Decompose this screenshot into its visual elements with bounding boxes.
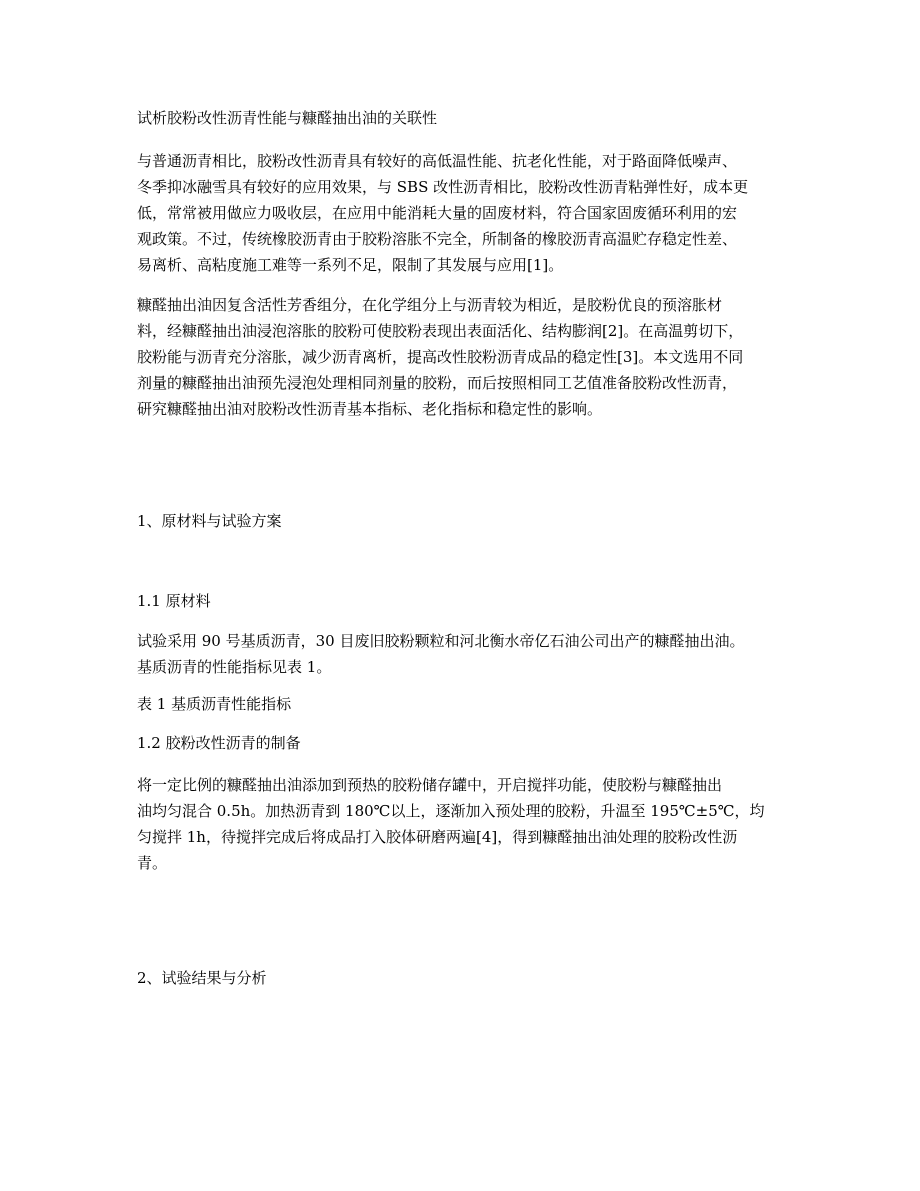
paragraph-line: 研究糠醛抽出油对胶粉改性沥青基本指标、老化指标和稳定性的影响。 xyxy=(137,400,603,418)
paragraph-line: 基质沥青的性能指标见表 1。 xyxy=(137,658,332,676)
raw-materials-paragraph xyxy=(137,628,744,680)
paragraph-line: 将一定比例的糠醛抽出油添加到预热的胶粉储存罐中，开启搅拌功能，使胶粉与糠醛抽出 xyxy=(137,776,723,794)
paragraph-line: 胶粉能与沥青充分溶胀，减少沥青离析，提高改性胶粉沥青成品的稳定性[3]。本文选用不同 xyxy=(137,348,744,366)
paragraph-line: 冬季抑冰融雪具有较好的应用效果，与 SBS 改性沥青相比，胶粉改性沥青粘弹性好，成本更 xyxy=(137,178,749,196)
paragraph-line: 料，经糠醛抽出油浸泡溶胀的胶粉可使胶粉表现出表面活化、结构膨润[2]。在高温剪切下， xyxy=(137,322,744,340)
paragraph-line: 匀搅拌 1h，待搅拌完成后将成品打入胶体研磨两遍[4]，得到糠醛抽出油处理的胶粉改性沥 xyxy=(137,828,738,846)
intro-paragraph xyxy=(137,148,748,278)
subsection-heading-raw-materials: 1.1 原材料 xyxy=(137,592,211,610)
section-heading-materials: 1、原材料与试验方案 xyxy=(137,512,282,530)
document-title: 试析胶粉改性沥青性能与糠醛抽出油的关联性 xyxy=(137,109,438,127)
paragraph-line: 观政策。不过，传统橡胶沥青由于胶粉溶胀不完全，所制备的橡胶沥青高温贮存稳定性差、 xyxy=(137,230,738,248)
paragraph-line: 与普通沥青相比，胶粉改性沥青具有较好的高低温性能、抗老化性能，对于路面降低噪声、 xyxy=(137,152,738,170)
paragraph-line: 易离析、高粘度施工难等一系列不足，限制了其发展与应用[1]。 xyxy=(137,256,564,274)
section-heading-results: 2、试验结果与分析 xyxy=(137,969,267,987)
paragraph-line: 青。 xyxy=(137,854,168,872)
paragraph-line: 低，常常被用做应力吸收层，在应用中能消耗大量的固废材料，符合国家固废循环利用的宏 xyxy=(137,204,738,222)
second-paragraph xyxy=(137,292,743,422)
preparation-paragraph xyxy=(137,772,765,876)
paragraph-line: 油均匀混合 0.5h。加热沥青到 180℃以上，逐渐加入预处理的胶粉，升温至 195℃±5℃，均 xyxy=(137,802,765,820)
subsection-heading-preparation: 1.2 胶粉改性沥青的制备 xyxy=(137,734,301,752)
paragraph-line: 试验采用 90 号基质沥青，30 目废旧胶粉颗粒和河北衡水帝亿石油公司出产的糠醛抽出油。 xyxy=(137,632,745,650)
paragraph-line: 剂量的糠醛抽出油预先浸泡处理相同剂量的胶粉，而后按照相同工艺值准备胶粉改性沥青， xyxy=(137,374,738,392)
paragraph-line: 糠醛抽出油因复含活性芳香组分，在化学组分上与沥青较为相近，是胶粉优良的预溶胀材 xyxy=(137,296,723,314)
table-caption: 表 1 基质沥青性能指标 xyxy=(137,695,292,713)
